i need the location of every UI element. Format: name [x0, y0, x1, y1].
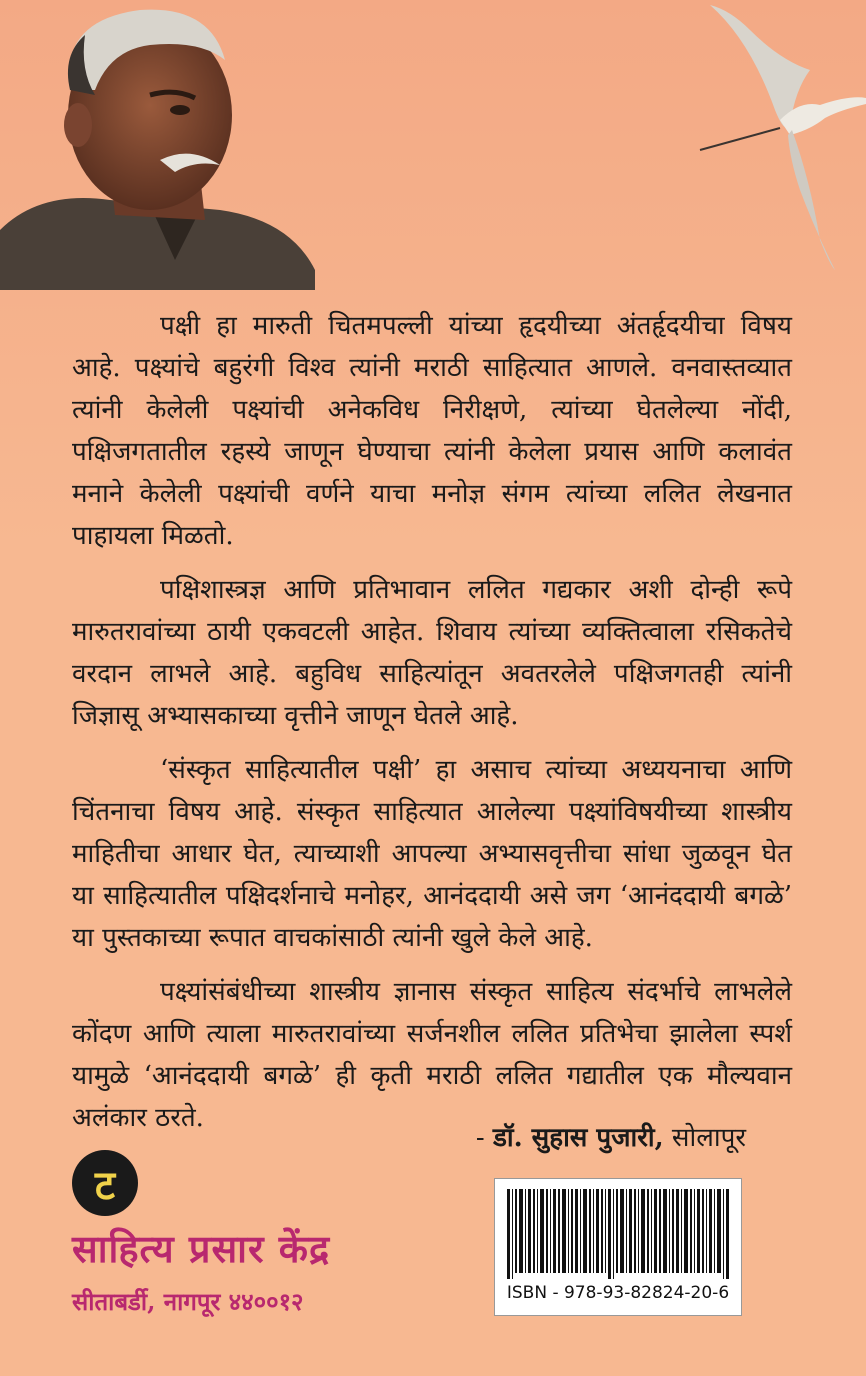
signature-dash: - [475, 1123, 485, 1153]
reviewer-signature [400, 1118, 746, 1154]
blurb-paragraph-2: पक्षिशास्त्रज्ञ आणि प्रतिभावान ललित गद्यकार अशी दोन्ही रूपे मारुतरावांच्या ठायी एकवटली आहेत. शिवाय त्यांच्या व्यक्तित्वाला रसिकतेचे वरदान लाभले आहे. बहुविध साहित्यांतून अवतरलेले पक्षिजगतही त्यांनी जिज्ञासू अभ्यासकाच्या वृत्तीने जाणून घेतले आहे. [72, 575, 792, 731]
blurb-paragraph-3: ‘संस्कृत साहित्यातील पक्षी’ हा असाच त्यांच्या अध्ययनाचा आणि चिंतनाचा विषय आहे. संस्कृत साहित्यात आलेल्या पक्ष्यांविषयीच्या शास्त्रीय माहितीचा आधार घेत, त्याच्याशी आपल्या अभ्यासवृत्तीचा सांधा जुळवून घेत या साहित्यातील पक्षिदर्शनाचे मनोहर, आनंददायी असे जग ‘आनंददायी बगळे’ या पुस्तकाच्या रूपात वाचकांसाठी त्यांनी खुले केले आहे. [72, 755, 792, 953]
barcode-icon [507, 1189, 729, 1279]
publisher-address: सीताबर्डी, नागपूर ४४००१२ [72, 1287, 304, 1316]
logo-glyph: ट [94, 1162, 116, 1209]
publisher-logo-icon [72, 1150, 138, 1216]
reviewer-place: सोलापूर [671, 1123, 746, 1153]
barcode [494, 1178, 742, 1316]
publisher-name: साहित्य प्रसार केंद्र [72, 1227, 331, 1271]
author-portrait [0, 0, 315, 290]
blurb-paragraph-4: पक्ष्यांसंबंधीच्या शास्त्रीय ज्ञानास संस्कृत साहित्य संदर्भाचे लाभलेले कोंदण आणि त्याला मारुतरावांच्या सर्जनशील ललित प्रतिभेचा झालेला स्पर्श यामुळे ‘आनंददायी बगळे’ ही कृती मराठी ललित गद्यातील एक मौल्यवान अलंकार ठरते. [72, 977, 792, 1133]
blurb-paragraph-1: पक्षी हा मारुती चितमपल्ली यांच्या हृदयीच्या अंतर्हृदयीचा विषय आहे. पक्ष्यांचे बहुरंगी विश्व त्यांनी मराठी साहित्यात आणले. वनवास्तव्यात त्यांनी केलेली पक्ष्यांची अनेकविध निरीक्षणे, त्यांच्या घेतलेल्या नोंदी, पक्षिजगतातील रहस्ये जाणून घेण्याचा त्यांनी केलेला प्रयास आणि कलावंत मनाने केलेली पक्ष्यांची वर्णने याचा मनोज्ञ संगम त्यांच्या ललित लेखनात पाहायला मिळतो. [72, 311, 792, 551]
reviewer-name: डॉ. सुहास पुजारी, [492, 1123, 664, 1153]
isbn-number: ISBN - 978-93-82824-20-6 [506, 1283, 730, 1303]
egret-image [680, 0, 866, 275]
blurb-text [72, 305, 792, 1151]
